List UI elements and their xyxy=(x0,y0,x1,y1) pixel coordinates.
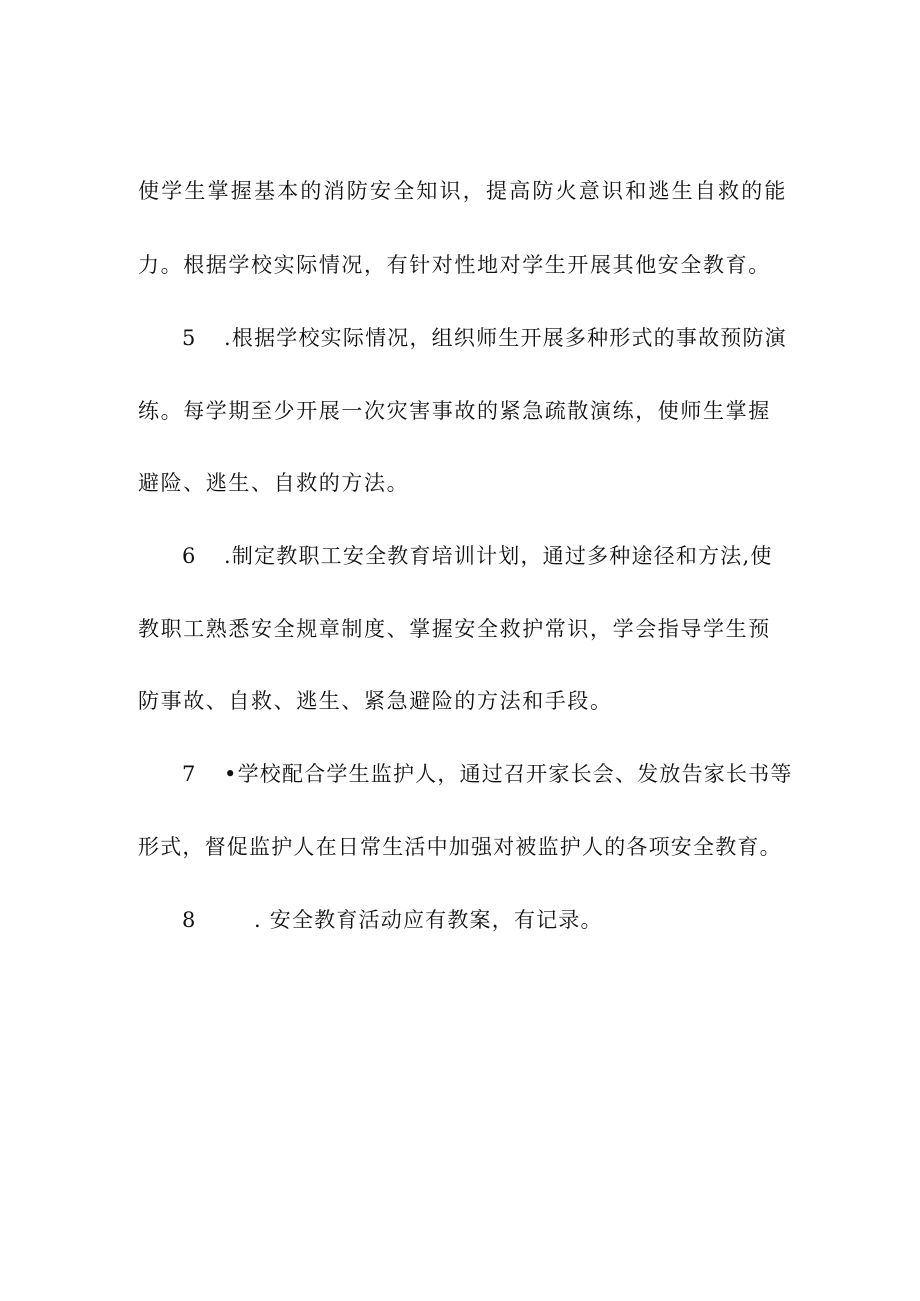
item-number: 5 xyxy=(182,326,197,350)
paragraph-line: 使学生掌握基本的消防安全知识，提高防火意识和逃生自救的能 xyxy=(138,179,788,203)
item-number: 6 xyxy=(182,544,197,568)
paragraph-line: •学校配合学生监护人，通过召开家长会、发放告家长书等 xyxy=(224,762,793,786)
list-item-6 xyxy=(138,541,798,571)
paragraph-line: 形式，督促监护人在日常生活中加强对被监护人的各项安全教育。 xyxy=(138,835,782,859)
paragraph-line: . 安全教育活动应有教案，有记录。 xyxy=(254,908,603,932)
paragraph-line: .根据学校实际情况，组织师生开展多种形式的事故预防演 xyxy=(224,326,787,350)
item-number: 8 xyxy=(182,908,197,932)
item-number: 7 xyxy=(182,762,197,786)
list-item-8 xyxy=(138,905,798,935)
paragraph-line: 避险、逃生、自救的方法。 xyxy=(138,471,410,495)
paragraph-line: 力。根据学校实际情况，有针对性地对学生开展其他安全教育。 xyxy=(138,253,771,277)
paragraph-line: 教职工熟悉安全规章制度、掌握安全救护常识，学会指导学生预 xyxy=(138,617,771,641)
paragraph-line: 防事故、自救、逃生、紧急避险的方法和手段。 xyxy=(138,689,613,713)
list-item-7 xyxy=(138,759,798,789)
paragraph-line: .制定教职工安全教育培训计划，通过多种途径和方法,使 xyxy=(224,544,773,568)
paragraph-line: 练。每学期至少开展一次灾害事故的紧急疏散演练，使师生掌握 xyxy=(138,399,771,423)
list-item-5 xyxy=(138,323,798,353)
